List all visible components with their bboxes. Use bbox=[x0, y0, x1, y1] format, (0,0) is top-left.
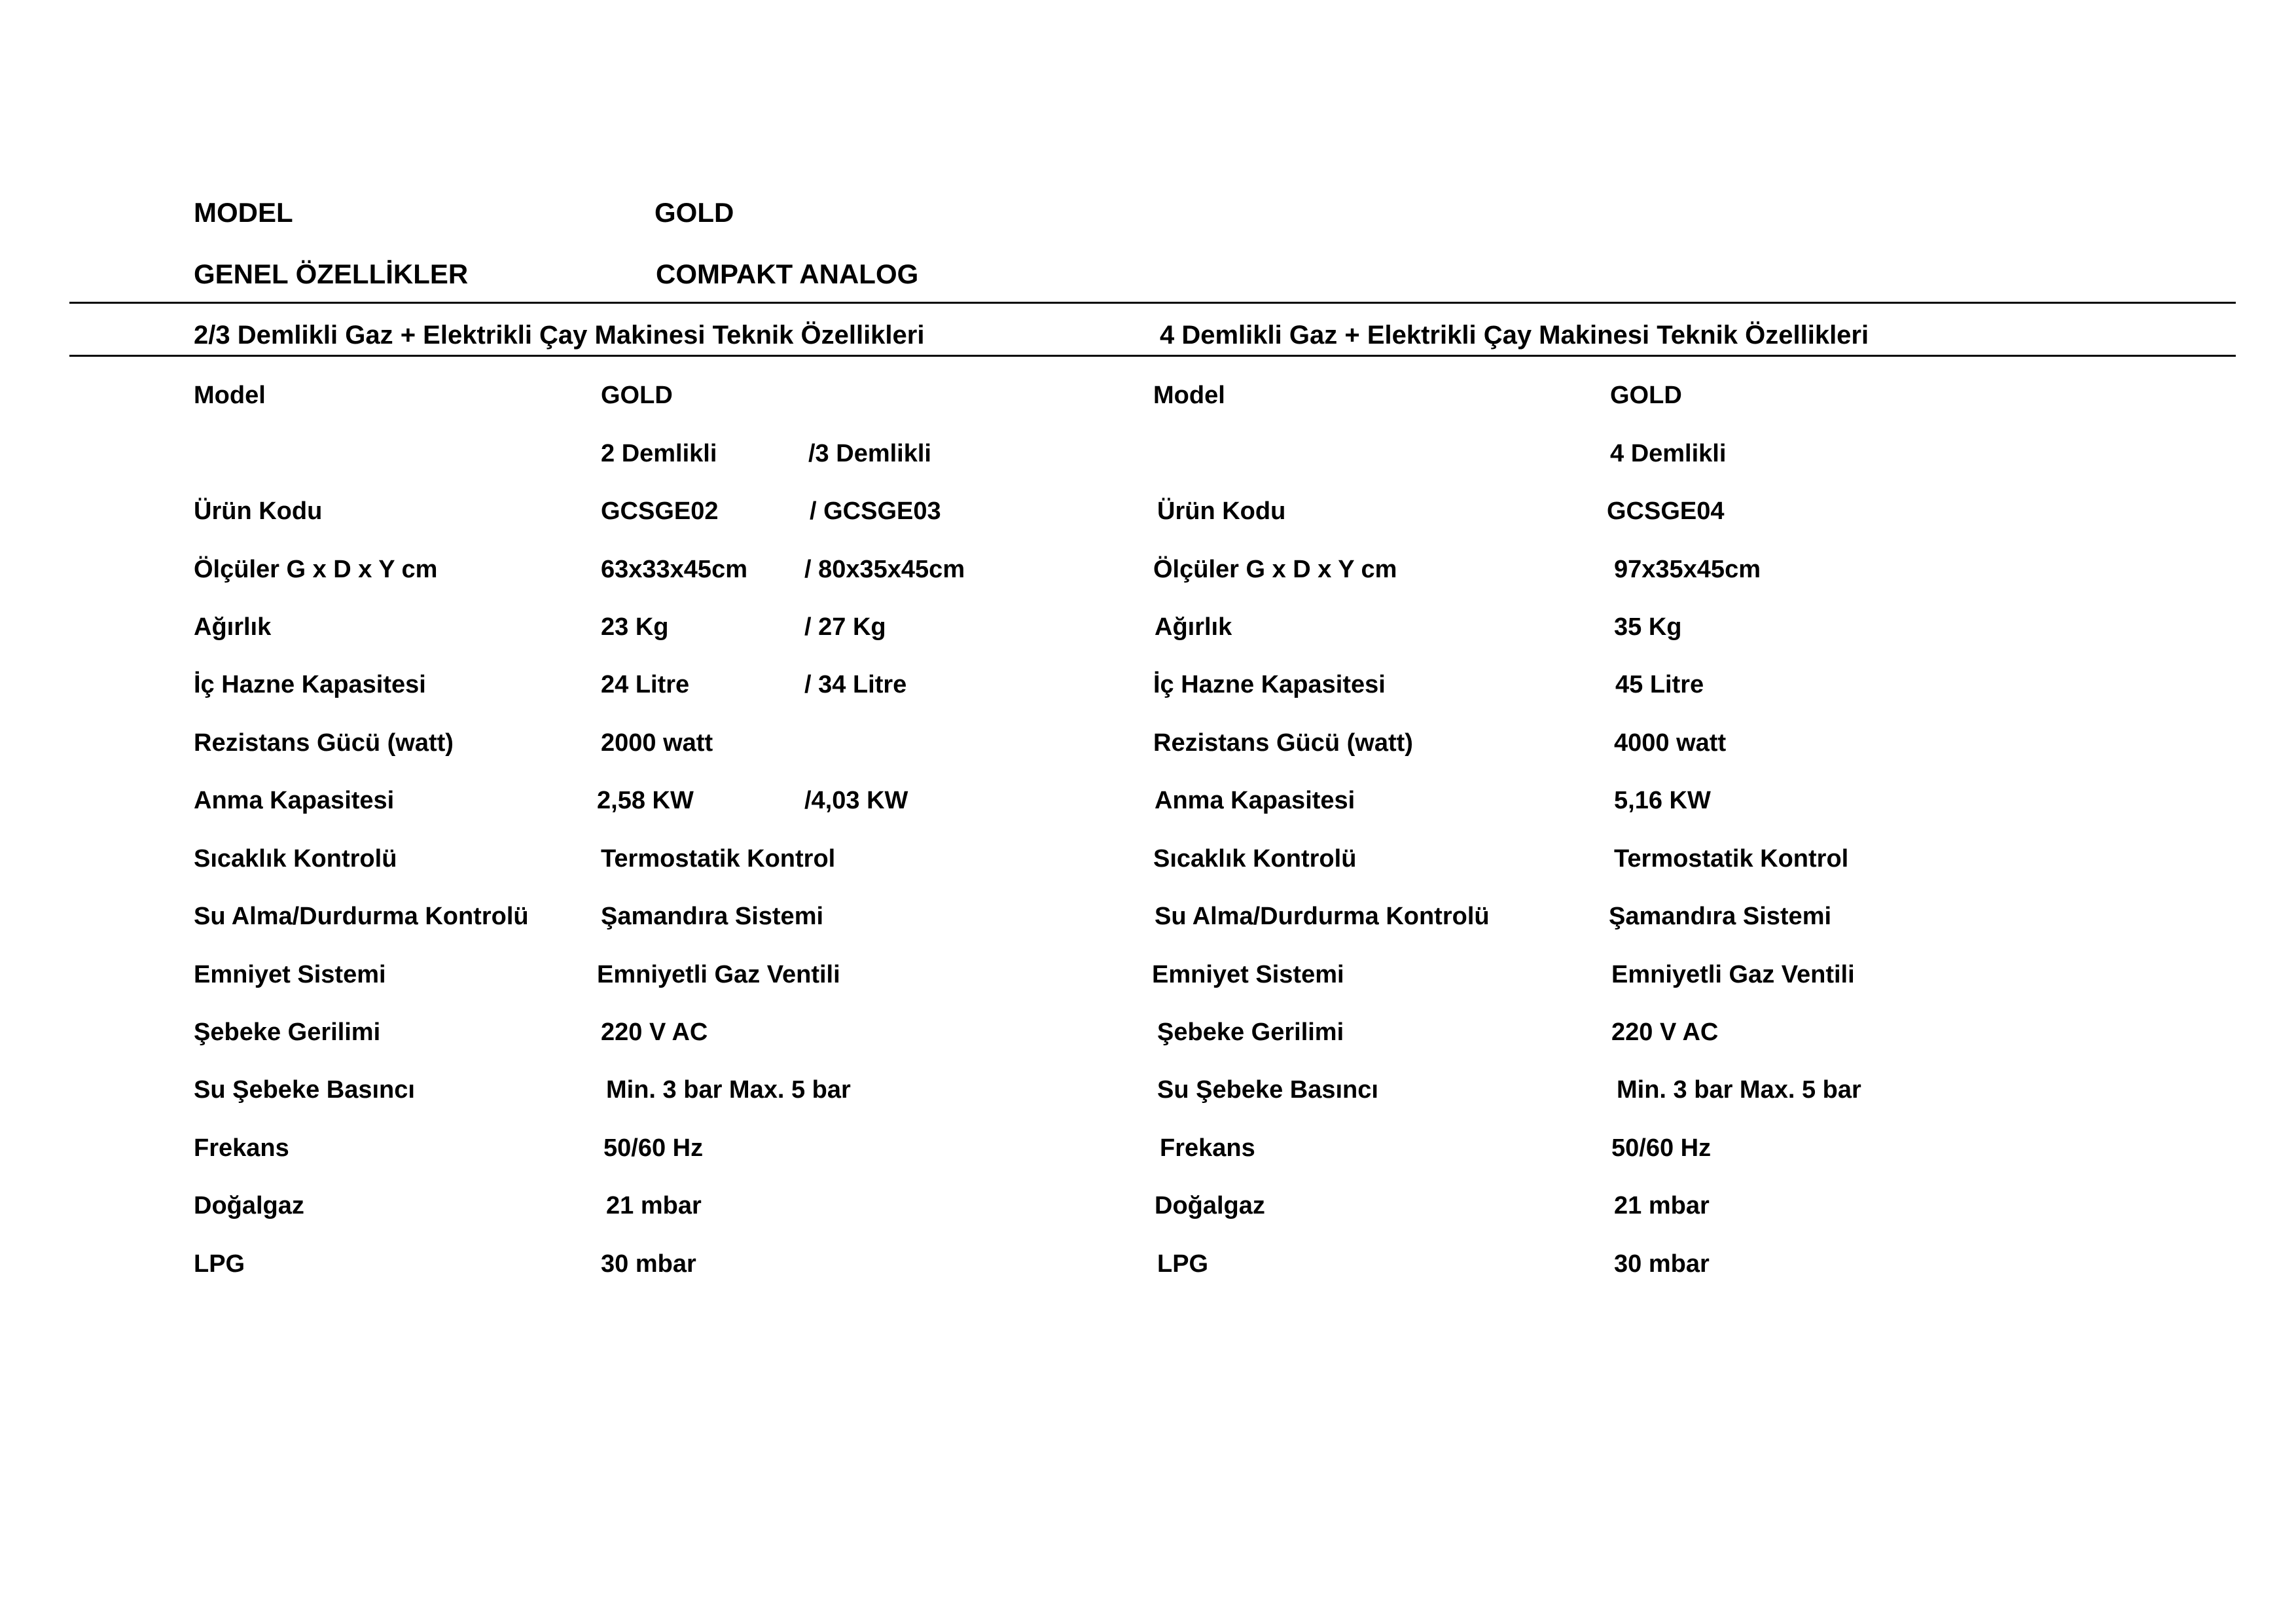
left-row-label: Şebeke Gerilimi bbox=[194, 1019, 381, 1046]
top-divider bbox=[69, 302, 2236, 304]
left-row-label: Ağırlık bbox=[194, 613, 272, 641]
left-row-value: Şamandıra Sistemi bbox=[601, 903, 824, 930]
left-row-value: 50/60 Hz bbox=[603, 1134, 704, 1162]
left-row-label: Anma Kapasitesi bbox=[194, 787, 395, 814]
right-row-value: 30 mbar bbox=[1614, 1250, 1710, 1278]
general-features-label: GENEL ÖZELLİKLER bbox=[194, 259, 469, 289]
left-section-title: 2/3 Demlikli Gaz + Elektrikli Çay Makinesi Teknik Özellikleri bbox=[194, 321, 925, 350]
left-row-label: Model bbox=[194, 382, 266, 409]
left-row-value-alt: / GCSGE03 bbox=[810, 497, 941, 525]
left-row-label: Sıcaklık Kontrolü bbox=[194, 845, 397, 873]
right-row-label: Model bbox=[1153, 382, 1225, 409]
right-row-label: Ağırlık bbox=[1155, 613, 1232, 641]
left-row-label: Doğalgaz bbox=[194, 1192, 304, 1219]
right-row-value: 220 V AC bbox=[1611, 1019, 1719, 1046]
left-row-label: Ürün Kodu bbox=[194, 497, 323, 525]
left-row-value-alt: /4,03 KW bbox=[804, 787, 908, 814]
right-row-label: Ürün Kodu bbox=[1157, 497, 1286, 525]
left-row-value: 21 mbar bbox=[606, 1192, 702, 1219]
left-row-label: Su Şebeke Basıncı bbox=[194, 1076, 415, 1104]
right-row-value: GCSGE04 bbox=[1607, 497, 1725, 525]
left-row-label: Rezistans Gücü (watt) bbox=[194, 729, 454, 757]
left-row-value: Termostatik Kontrol bbox=[601, 845, 836, 873]
right-row-label: Ölçüler G x D x Y cm bbox=[1153, 556, 1397, 583]
general-features-value: COMPAKT ANALOG bbox=[656, 259, 919, 289]
right-row-value: 35 Kg bbox=[1614, 613, 1682, 641]
bottom-divider bbox=[69, 355, 2236, 357]
right-row-label: Su Alma/Durdurma Kontrolü bbox=[1155, 903, 1490, 930]
left-row-value-alt: / 27 Kg bbox=[804, 613, 886, 641]
left-row-value: Min. 3 bar Max. 5 bar bbox=[606, 1076, 851, 1104]
right-row-value: 5,16 KW bbox=[1614, 787, 1711, 814]
right-row-value: 50/60 Hz bbox=[1611, 1134, 1712, 1162]
right-row-label: Emniyet Sistemi bbox=[1152, 961, 1344, 988]
left-row-value: Emniyetli Gaz Ventili bbox=[597, 961, 840, 988]
left-row-value: GCSGE02 bbox=[601, 497, 719, 525]
right-row-label: Doğalgaz bbox=[1155, 1192, 1265, 1219]
right-row-value: 4000 watt bbox=[1614, 729, 1727, 757]
right-row-value: Emniyetli Gaz Ventili bbox=[1611, 961, 1855, 988]
right-row-value: Termostatik Kontrol bbox=[1614, 845, 1849, 873]
left-row-value: 24 Litre bbox=[601, 671, 690, 698]
left-row-label: LPG bbox=[194, 1250, 245, 1278]
right-row-value: Min. 3 bar Max. 5 bar bbox=[1617, 1076, 1861, 1104]
left-row-label: Su Alma/Durdurma Kontrolü bbox=[194, 903, 529, 930]
left-row-value: 30 mbar bbox=[601, 1250, 696, 1278]
right-row-label: Anma Kapasitesi bbox=[1155, 787, 1355, 814]
right-row-value: Şamandıra Sistemi bbox=[1609, 903, 1832, 930]
left-row-value-alt: / 34 Litre bbox=[804, 671, 907, 698]
left-row-value: GOLD bbox=[601, 382, 673, 409]
left-row-label: İç Hazne Kapasitesi bbox=[194, 671, 426, 698]
right-section-title: 4 Demlikli Gaz + Elektrikli Çay Makinesi Teknik Özellikleri bbox=[1160, 321, 1869, 350]
right-row-label: Rezistans Gücü (watt) bbox=[1153, 729, 1413, 757]
left-row-value-alt: / 80x35x45cm bbox=[804, 556, 965, 583]
right-row-label: Sıcaklık Kontrolü bbox=[1153, 845, 1357, 873]
right-row-value: 21 mbar bbox=[1614, 1192, 1710, 1219]
right-row-value: 45 Litre bbox=[1615, 671, 1704, 698]
right-row-value: GOLD bbox=[1610, 382, 1682, 409]
left-row-label: Ölçüler G x D x Y cm bbox=[194, 556, 438, 583]
left-row-value: 2 Demlikli bbox=[601, 440, 717, 467]
left-row-value: 63x33x45cm bbox=[601, 556, 747, 583]
right-row-value: 4 Demlikli bbox=[1610, 440, 1727, 467]
left-row-value: 23 Kg bbox=[601, 613, 669, 641]
right-row-label: LPG bbox=[1157, 1250, 1209, 1278]
left-row-value: 2,58 KW bbox=[597, 787, 694, 814]
right-row-label: Şebeke Gerilimi bbox=[1157, 1019, 1344, 1046]
left-row-value: 220 V AC bbox=[601, 1019, 708, 1046]
model-label: MODEL bbox=[194, 197, 293, 228]
right-row-label: İç Hazne Kapasitesi bbox=[1153, 671, 1386, 698]
right-row-value: 97x35x45cm bbox=[1614, 556, 1761, 583]
right-row-label: Frekans bbox=[1160, 1134, 1255, 1162]
model-value: GOLD bbox=[655, 197, 734, 228]
right-row-label: Su Şebeke Basıncı bbox=[1157, 1076, 1378, 1104]
left-row-label: Frekans bbox=[194, 1134, 289, 1162]
left-row-label: Emniyet Sistemi bbox=[194, 961, 386, 988]
left-row-value: 2000 watt bbox=[601, 729, 713, 757]
left-row-value-alt: /3 Demlikli bbox=[808, 440, 931, 467]
